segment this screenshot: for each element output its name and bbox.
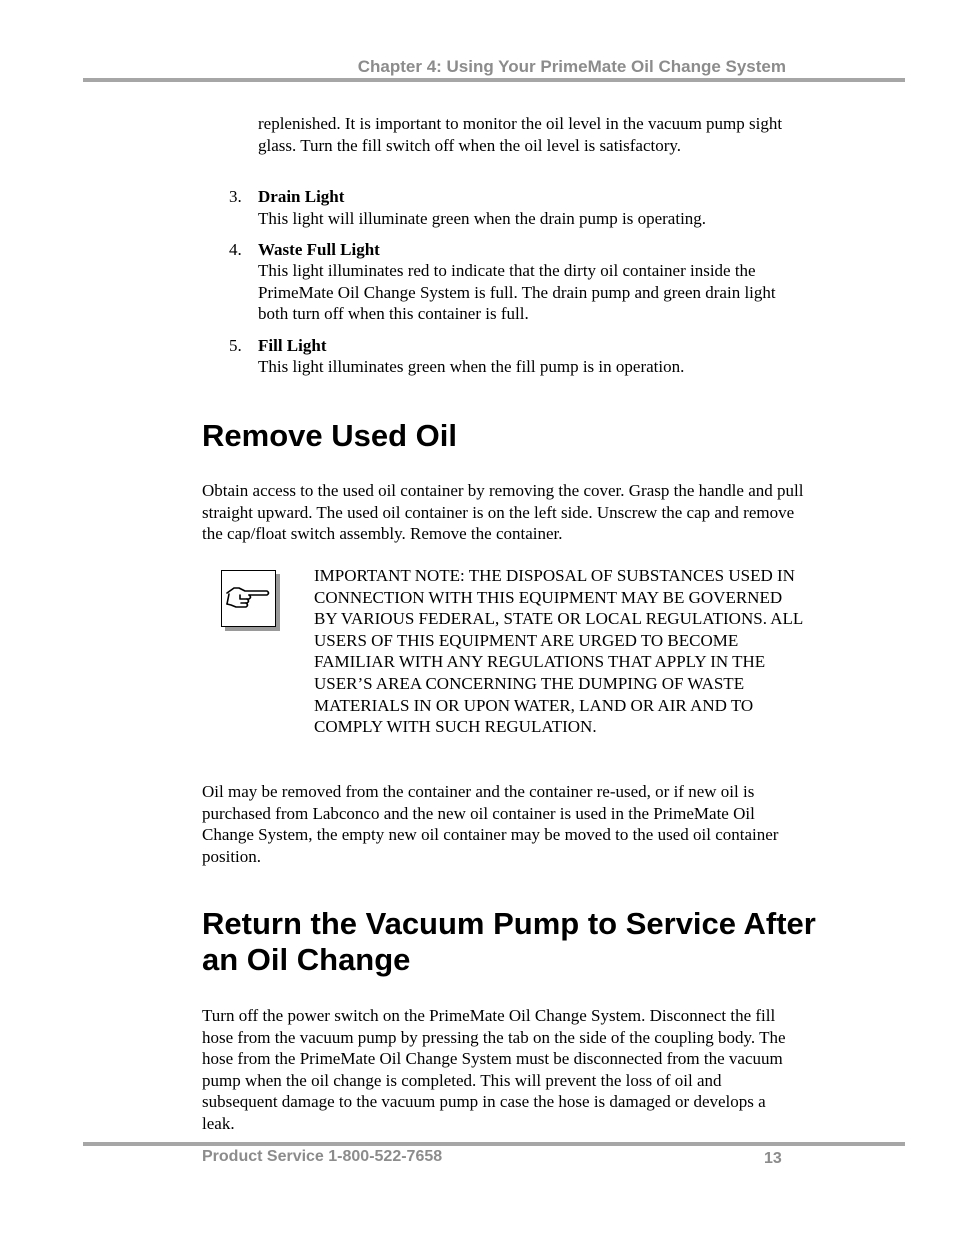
header-rule (83, 78, 905, 82)
footer-rule (83, 1142, 905, 1146)
list-item-number: 3. (229, 187, 242, 206)
list-item (229, 186, 809, 229)
chapter-header: Chapter 4: Using Your PrimeMate Oil Change System (357, 57, 786, 76)
return-pump-paragraph: Turn off the power switch on the PrimeMate Oil Change System. Disconnect the fill hose from the vacuum pump by pressing the tab on the side of the coupling body. The hose from the PrimeMate Oil Change System must be disconnected from the vacuum pump when the oil change is completed. This will prevent the loss of oil and subsequent damage to the vacuum pump in case the hose is damaged or develops a leak. (202, 1006, 786, 1133)
list-item-title: Waste Full Light (258, 239, 380, 259)
list-item-number: 4. (229, 239, 242, 259)
pointing-hand-icon (221, 570, 276, 627)
section-heading-return-vacuum-pump: Return the Vacuum Pump to Service After an Oil Change (202, 906, 816, 977)
continuation-paragraph: replenished. It is important to monitor the oil level in the vacuum pump sight glass. Turn the fill switch off when the oil level is satisfactory. (258, 114, 783, 155)
list-item-title: Drain Light (258, 187, 345, 206)
important-note: IMPORTANT NOTE: THE DISPOSAL OF SUBSTANCES USED IN CONNECTION WITH THIS EQUIPMENT MAY BE GOVERNED BY VARIOUS FEDERAL, STATE OR LOCAL REGULATIONS. ALL USERS OF THIS EQUIPMENT ARE URGED TO BECOME FAMILIAR WITH ANY REGULATIONS THAT APPLY IN THE USER’S AREA CONCERNING THE DUMPING OF WASTE MATERIALS IN OR UPON WATER, LAND OR AIR AND TO COMPLY WITH SUCH REGULATION. (314, 566, 803, 737)
page-number: 13 (764, 1150, 782, 1167)
container-reuse-paragraph: Oil may be removed from the container and the container re-used, or if new oil is purchased from Labconco and the new oil container is used in the PrimeMate Oil Change System, the empty new oil container may be moved to the used oil container position. (202, 782, 779, 866)
lights-list (229, 186, 809, 387)
product-service-phone: Product Service 1-800-522-7658 (202, 1148, 443, 1165)
list-item (229, 335, 809, 378)
list-item (229, 239, 809, 325)
remove-oil-paragraph: Obtain access to the used oil container by removing the cover. Grasp the handle and pull straight upward. The used oil container is on the left side. Unscrew the cap and remove the cap/float switch assembly. Remove the container. (202, 481, 804, 544)
list-item-text: This light illuminates red to indicate that the dirty oil container inside the PrimeMate Oil Change System is full. The drain pump and green drain light both turn off when this container is full. (258, 261, 776, 324)
list-item-number: 5. (229, 335, 242, 355)
section-heading-remove-used-oil: Remove Used Oil (202, 418, 457, 453)
list-item-title: Fill Light (258, 335, 327, 355)
list-item-text: This light illuminates green when the fill pump is in operation. (258, 357, 685, 377)
list-item-text: This light will illuminate green when the drain pump is operating. (258, 208, 707, 228)
